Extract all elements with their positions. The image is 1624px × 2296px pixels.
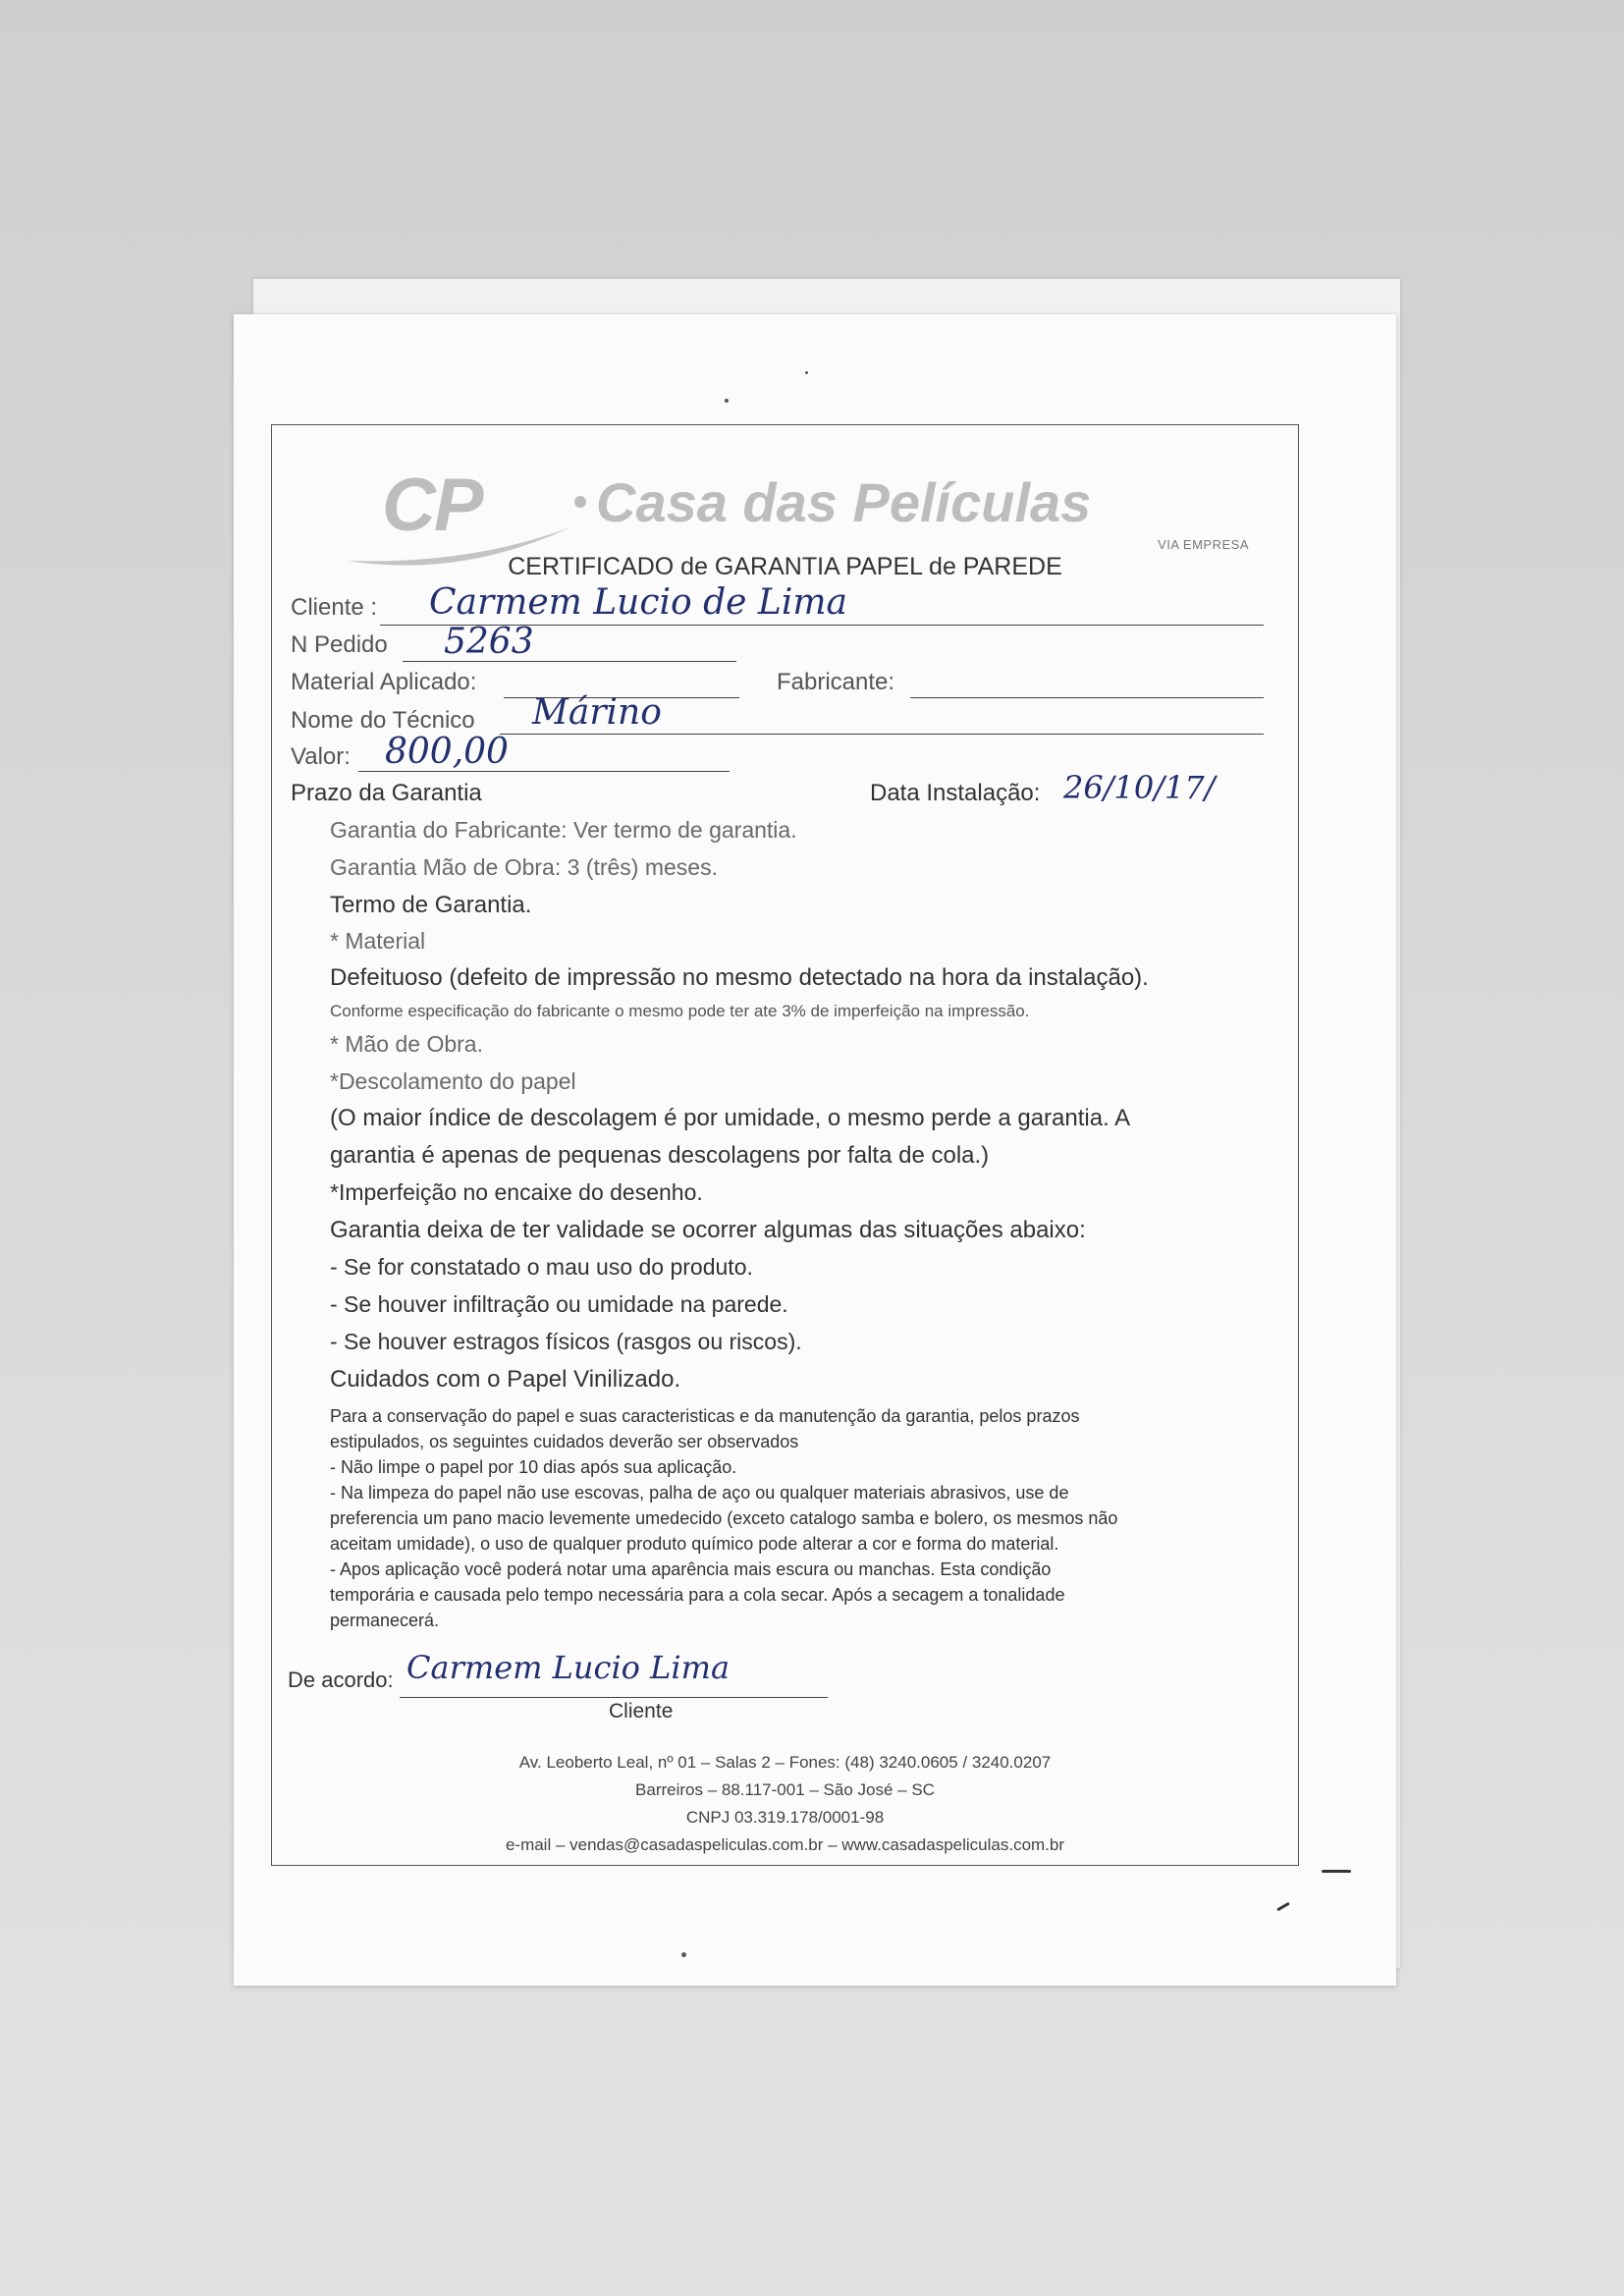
scan-speck [725,399,729,403]
descolamento-item: *Descolamento do papel [330,1068,576,1094]
valor-label: Valor: [291,743,351,770]
cuidados-line-3: - Não limpe o papel por 10 dias após sua aplicação. [330,1457,737,1477]
client-signature: Carmem Lucio Lima [406,1649,731,1686]
certificate-frame [271,424,1299,1866]
tecnico-line [500,734,1264,735]
pedido-value: 5263 [444,622,534,662]
material-label: Material Aplicado: [291,669,477,695]
cliente-label: Cliente : [291,594,378,621]
fabricante-label: Fabricante: [777,669,895,695]
estragos-item: - Se houver estragos físicos (rasgos ou riscos). [330,1329,802,1354]
scan-speck [805,371,808,374]
cuidados-paragraph [330,1403,1302,1633]
imperfeicao-item: *Imperfeição no encaixe do desenho. [330,1179,703,1205]
maior-indice-line-1: (O maior índice de descolagem é por umidade, o mesmo perde a garantia. A [330,1105,1131,1131]
copy-label: VIA EMPRESA [1158,537,1249,552]
signature-line [400,1697,828,1698]
cuidados-line-6: aceitam umidade), o uso de qualquer produto químico pode alterar a cor e forma do material. [330,1534,1059,1554]
maior-indice-line-2: garantia é apenas de pequenas descolagens por falta de cola.) [330,1142,990,1169]
conforme-text: Conforme especificação do fabricante o mesmo pode ter ate 3% de imperfeição na impressão. [330,1002,1030,1020]
infiltracao-item: - Se houver infiltração ou umidade na parede. [330,1291,788,1317]
footer-address-line-1: Av. Leoberto Leal, nº 01 – Salas 2 – Fones: (48) 3240.0605 / 3240.0207 [518,1753,1052,1772]
cuidados-line-7: - Apos aplicação você poderá notar uma aparência mais escura ou manchas. Esta condição [330,1559,1052,1579]
certificate-title: CERTIFICADO de GARANTIA PAPEL de PAREDE [508,553,1062,580]
cliente-caption: Cliente [609,1700,674,1722]
valor-value: 800,00 [385,732,509,772]
mau-uso-item: - Se for constatado o mau uso do produto. [330,1254,753,1280]
cuidados-line-1: Para a conservação do papel e suas caracteristicas e da manutenção da garantia, pelos prazos [330,1406,1080,1426]
scan-mark [1322,1870,1351,1873]
scan-speck [681,1952,686,1957]
mao-obra-item: * Mão de Obra. [330,1031,483,1057]
logo-company-name: Casa das Películas [596,471,1092,533]
cuidados-line-8: temporária e causada pelo tempo necessária para a cola secar. Após a secagem a tonalidade [330,1585,1065,1605]
data-instalacao-value: 26/10/17/ [1063,769,1216,806]
material-item: * Material [330,928,426,954]
pedido-label: N Pedido [291,631,388,658]
prazo-label: Prazo da Garantia [291,780,482,806]
deixa-validade-text: Garantia deixa de ter validade se ocorrer algumas das situações abaixo: [330,1217,1086,1243]
defeituoso-text: Defeituoso (defeito de impressão no mesmo detectado na hora da instalação). [330,964,1149,991]
garantia-fabricante-text: Garantia do Fabricante: Ver termo de garantia. [330,817,797,843]
footer-address-line-2: Barreiros – 88.117-001 – São José – SC [635,1780,935,1799]
logo-dot [574,496,586,508]
footer-contact: e-mail – vendas@casadaspeliculas.com.br – www.casadaspeliculas.com.br [505,1835,1065,1854]
warranty-certificate-sheet [234,314,1396,1986]
cuidados-line-2: estipulados, os seguintes cuidados deverão ser observados [330,1432,799,1451]
tecnico-label: Nome do Técnico [291,707,475,734]
footer-cnpj: CNPJ 03.319.178/0001-98 [685,1808,885,1827]
de-acordo-label: De acordo: [288,1667,394,1692]
cliente-value: Carmem Lucio de Lima [429,582,847,623]
cuidados-line-9: permanecerá. [330,1611,440,1630]
cuidados-line-4: - Na limpeza do papel não use escovas, palha de aço ou qualquer materiais abrasivos, use de [330,1483,1069,1503]
termo-garantia-heading: Termo de Garantia. [330,892,532,918]
cuidados-heading: Cuidados com o Papel Vinilizado. [330,1366,681,1393]
data-instalacao-label: Data Instalação: [870,780,1041,806]
logo-initials: CP [382,464,482,547]
fabricante-line [910,697,1264,698]
cuidados-line-5: preferencia um pano macio levemente umedecido (exceto catalogo samba e bolero, os mesmos não [330,1508,1118,1528]
tecnico-value: Márino [532,692,662,733]
garantia-mao-obra-text: Garantia Mão de Obra: 3 (três) meses. [330,854,718,880]
